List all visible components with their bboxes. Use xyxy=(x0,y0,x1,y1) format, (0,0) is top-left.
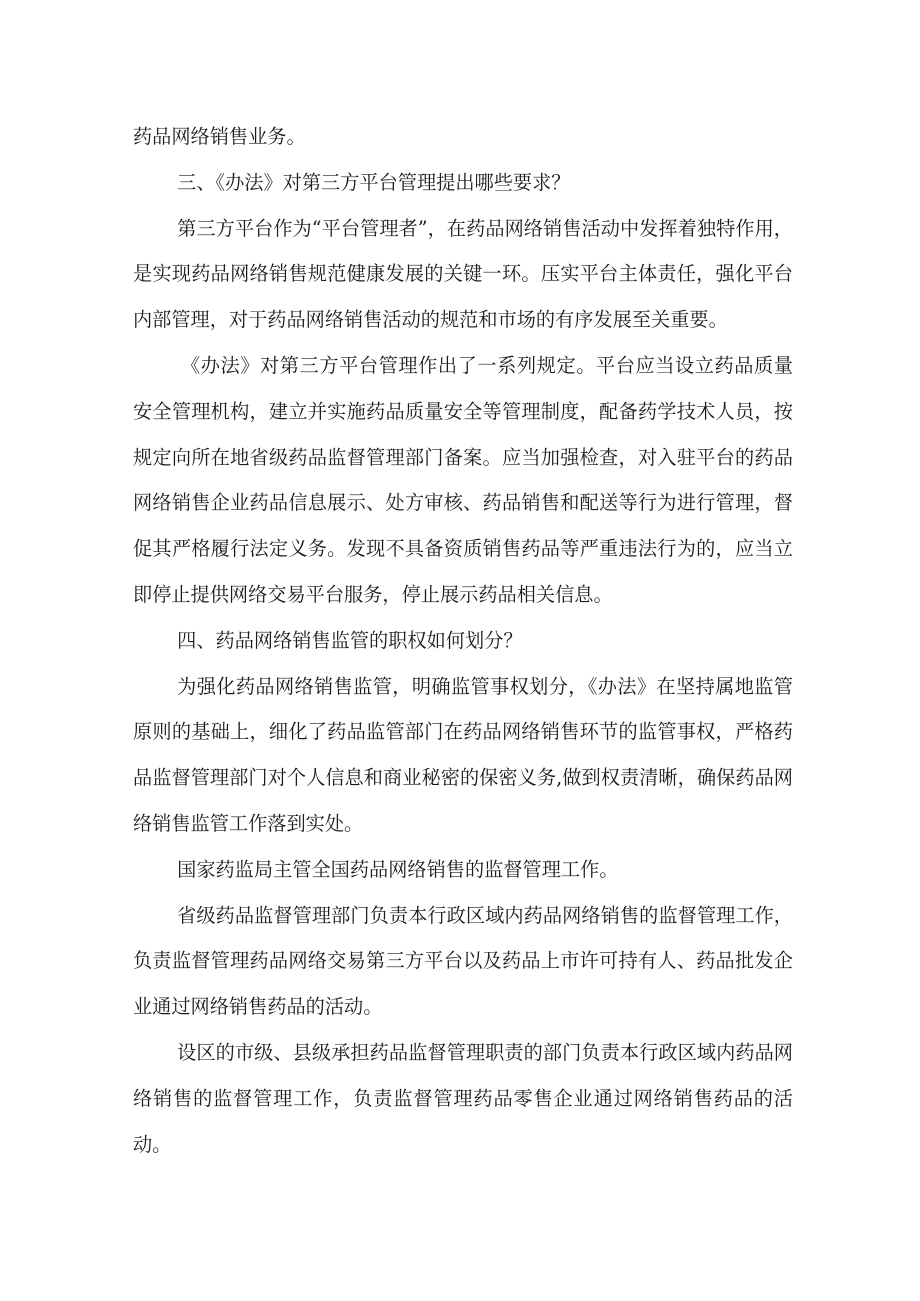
section-heading-4: 四、药品网络销售监管的职权如何划分？ xyxy=(177,628,523,652)
paragraph-platform-rules: 《办法》对第三方平台管理作出了一系列规定。平台应当设立药品质量安全管理机构，建立并实施药品质量安全等管理制度，配备药学技术人员，按规定向所在地省级药品监督管理部门备案。应当加强检查，对入驻平台的药品网络销售企业药品信息展示、处方审核、药品销售和配送等行为进行管理，督促其严格履行法定义务。发现不具备资质销售药品等严重违法行为的，应当立即停止提供网络交易平台服务，停止展示药品相关信息。 xyxy=(133,353,793,606)
section-heading-3: 三、《办法》对第三方平台管理提出哪些要求？ xyxy=(177,170,571,194)
paragraph-continuation: 药品网络销售业务。 xyxy=(133,125,306,148)
paragraph-national-authority: 国家药监局主管全国药品网络销售的监督管理工作。 xyxy=(177,857,619,881)
paragraph-local-authority: 设区的市级、县级承担药品监督管理职责的部门负责本行政区域内药品网络销售的监督管理工作，负责监督管理药品零售企业通过网络销售药品的活动。 xyxy=(133,1040,793,1156)
document-body xyxy=(133,114,793,1167)
paragraph-provincial-authority: 省级药品监督管理部门负责本行政区域内药品网络销售的监督管理工作，负责监督管理药品网络交易第三方平台以及药品上市许可持有人、药品批发企业通过网络销售药品的活动。 xyxy=(133,903,793,1019)
paragraph-platform-role: 第三方平台作为“平台管理者”，在药品网络销售活动中发挥着独特作用，是实现药品网络销售规范健康发展的关键一环。压实平台主体责任，强化平台内部管理，对于药品网络销售活动的规范和市场的有序发展至关重要。 xyxy=(133,216,793,332)
paragraph-supervision-division: 为强化药品网络销售监管，明确监管事权划分，《办法》在坚持属地监管原则的基础上，细化了药品监管部门在药品网络销售环节的监管事权，严格药品监督管理部门对个人信息和商业秘密的保密义务,做到权责清晰，确保药品网络销售监管工作落到实处。 xyxy=(133,674,793,835)
